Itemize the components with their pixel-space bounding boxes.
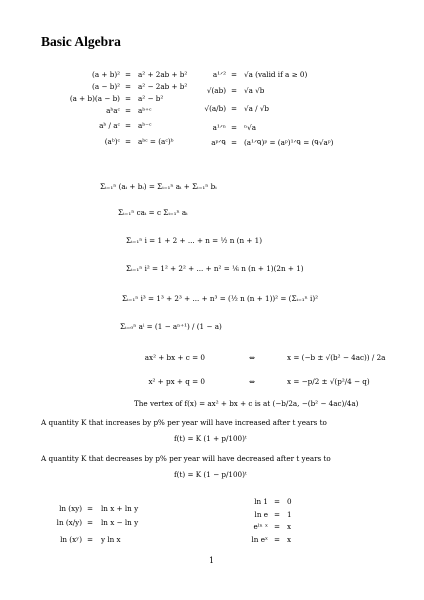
identity-rhs: aᵇ⁺ᶜ — [138, 106, 152, 115]
identity-equals: = — [124, 137, 132, 146]
identity-rhs: a² − b² — [138, 94, 164, 103]
identity-rhs: ⁿ√a — [244, 123, 256, 132]
log-lhs: eˡⁿ ˣ — [253, 522, 268, 531]
log-equals: = — [86, 504, 94, 513]
log-equals: = — [273, 535, 281, 544]
log-rhs: ln x − ln y — [101, 518, 139, 527]
log-equals: = — [86, 535, 94, 544]
identity-rhs: (a¹ᐟᑫ)ᵖ = (aᵖ)¹ᐟᑫ = (ᑫ√aᵖ) — [244, 138, 334, 147]
identity-lhs: a¹ᐟⁿ — [212, 123, 226, 132]
identity-rhs: √a (valid if a ≥ 0) — [244, 70, 308, 79]
identity-lhs: (a + b)(a − b) — [69, 94, 120, 103]
identity-equals: = — [230, 70, 238, 79]
sum-identity: Σᵢ₌₁ⁿ i = 1 + 2 + ... + n = ½ n (n + 1) — [126, 236, 263, 245]
identity-lhs: (a + b)² — [92, 70, 120, 79]
identity-equals: = — [230, 138, 238, 147]
identity-lhs: a¹ᐟ² — [212, 70, 226, 79]
sum-identity: Σᵢ₌₀ⁿ aⁱ = (1 − aⁿ⁺¹) / (1 − a) — [120, 322, 222, 331]
log-lhs: ln (xy) — [59, 504, 82, 513]
quadratic-equation: x² + px + q = 0 — [148, 377, 205, 386]
sum-identity: Σᵢ₌₁ⁿ (aᵢ + bᵢ) = Σᵢ₌₁ⁿ aᵢ + Σᵢ₌₁ⁿ bᵢ — [100, 182, 217, 191]
identity-equals: = — [230, 123, 238, 132]
quadratic-solution: x = −p/2 ± √(p²/4 − q) — [287, 377, 370, 386]
identity-rhs: aᵇ⁻ᶜ — [138, 121, 152, 130]
sum-identity: Σᵢ₌₁ⁿ i² = 1² + 2² + ... + n² = ⅙ n (n + 1)(2n + 1) — [126, 264, 304, 273]
identity-lhs: (aᵇ)ᶜ — [104, 137, 120, 146]
identity-rhs: a² + 2ab + b² — [138, 70, 188, 79]
log-rhs: x — [287, 535, 292, 544]
identity-lhs: aᵇ / aᶜ — [99, 121, 120, 130]
sum-identity: Σᵢ₌₁ⁿ caᵢ = c Σᵢ₌₁ⁿ aᵢ — [118, 208, 188, 217]
identity-equals: = — [124, 94, 132, 103]
identity-rhs: √a √b — [244, 86, 265, 95]
log-lhs: ln eˣ — [251, 535, 268, 544]
log-lhs: ln e — [254, 510, 268, 519]
equivalence-arrow: ⇔ — [249, 353, 256, 362]
log-rhs: ln x + ln y — [101, 504, 139, 513]
identity-lhs: (a − b)² — [92, 82, 120, 91]
identity-equals: = — [124, 106, 132, 115]
quadratic-solution: x = (−b ± √(b² − 4ac)) / 2a — [287, 353, 386, 362]
identity-lhs: aᵇaᶜ — [106, 106, 120, 115]
decrease-formula: f(t) = K (1 − p/100)ᵗ — [174, 470, 247, 479]
increase-text: A quantity K that increases by p% per year will have increased after t years to — [41, 418, 327, 427]
log-equals: = — [273, 522, 281, 531]
sum-identity: Σᵢ₌₁ⁿ i³ = 1³ + 2³ + ... + n³ = (½ n (n + 1))² = (Σᵢ₌₁ⁿ i)² — [122, 294, 319, 303]
log-lhs: ln 1 — [254, 497, 268, 506]
log-equals: = — [273, 510, 281, 519]
log-lhs: ln (x/y) — [56, 518, 82, 527]
log-rhs: x — [287, 522, 292, 531]
page-title: Basic Algebra — [41, 34, 121, 49]
log-equals: = — [86, 518, 94, 527]
increase-formula: f(t) = K (1 + p/100)ᵗ — [174, 434, 247, 443]
log-rhs: y ln x — [101, 535, 121, 544]
identity-equals: = — [230, 104, 238, 113]
log-rhs: 1 — [287, 510, 292, 519]
identity-rhs: aᵇᶜ = (aᶜ)ᵇ — [138, 137, 174, 146]
identity-lhs: √(ab) — [206, 86, 226, 95]
identity-equals: = — [124, 70, 132, 79]
identity-rhs: √a / √b — [244, 104, 270, 113]
log-equals: = — [273, 497, 281, 506]
identity-lhs: aᵖᐟᑫ — [211, 138, 226, 147]
log-lhs: ln (xʸ) — [60, 535, 82, 544]
identity-equals: = — [230, 86, 238, 95]
log-rhs: 0 — [287, 497, 292, 506]
quadratic-equation: ax² + bx + c = 0 — [144, 353, 205, 362]
vertex-statement: The vertex of f(x) = ax² + bx + c is at (−b/2a, −(b² − 4ac)/4a) — [134, 399, 359, 408]
identity-lhs: √(a/b) — [204, 104, 226, 113]
decrease-text: A quantity K that decreases by p% per year will have decreased after t years to — [41, 454, 331, 463]
page-number: 1 — [209, 556, 215, 565]
identity-rhs: a² − 2ab + b² — [138, 82, 188, 91]
identity-equals: = — [124, 121, 132, 130]
identity-equals: = — [124, 82, 132, 91]
equivalence-arrow: ⇔ — [249, 377, 256, 386]
